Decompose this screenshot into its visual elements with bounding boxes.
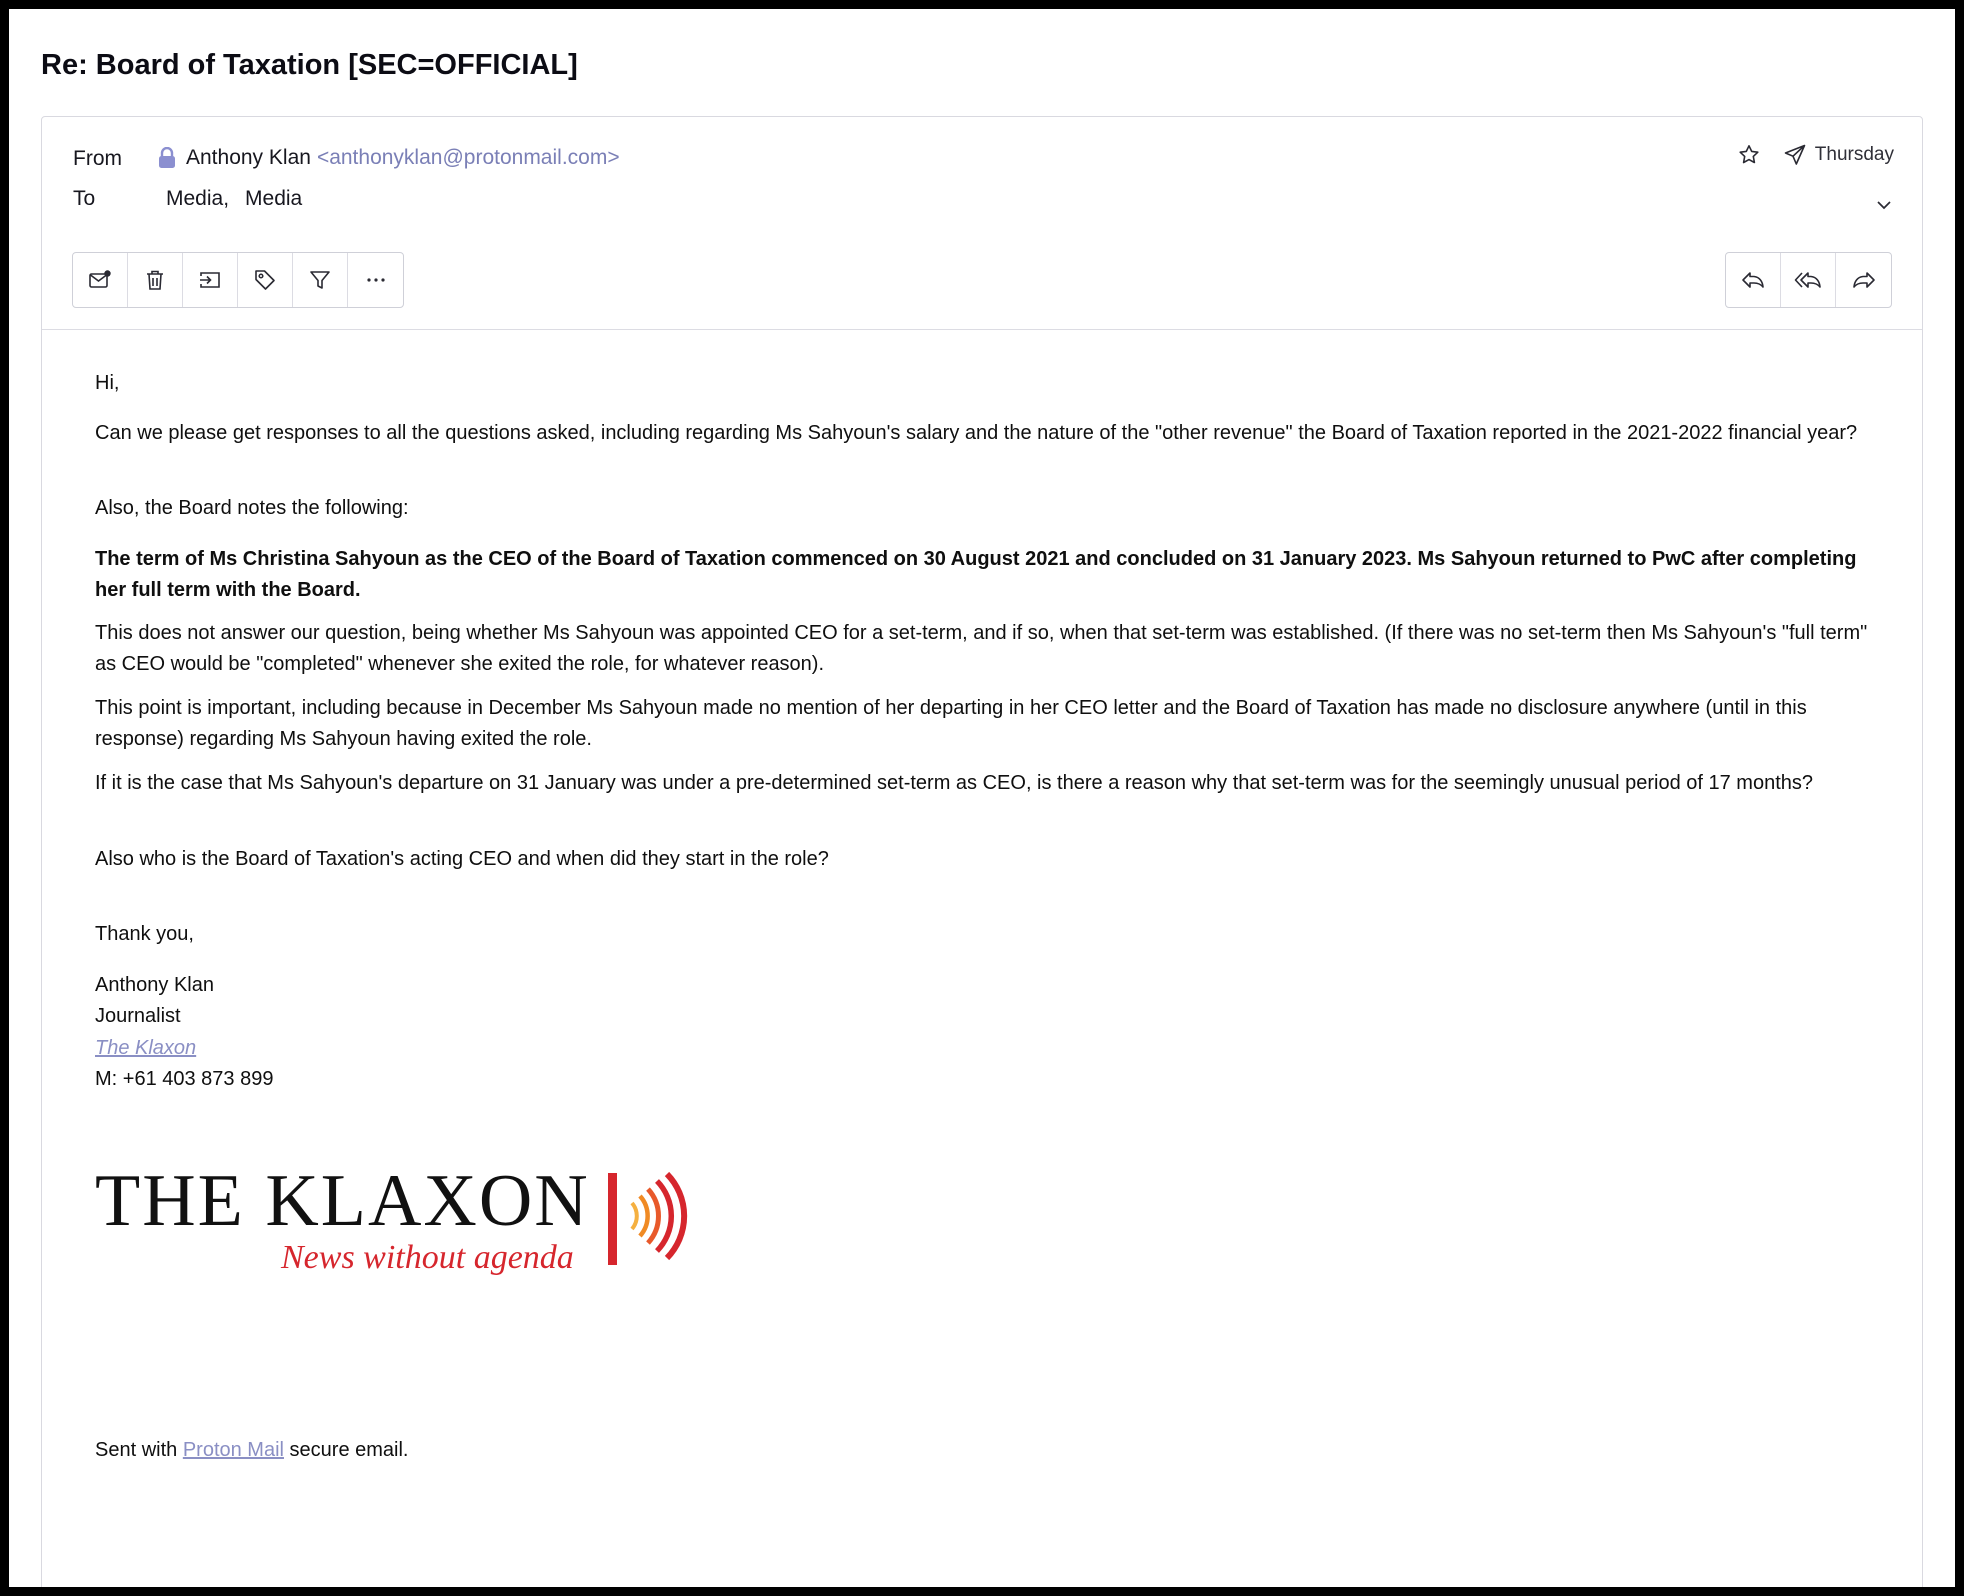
proton-footer: Sent with Proton Mail secure email. [95,1439,409,1461]
page [9,9,1955,1587]
move-button[interactable] [183,253,238,307]
sign-off: Thank you, [95,923,194,945]
trash-button[interactable] [128,253,183,307]
star-icon[interactable] [1737,143,1761,167]
signature-name: Anthony Klan [95,974,214,996]
move-icon [198,269,222,291]
recipient[interactable]: Media [245,187,303,210]
reply-toolbar [1725,252,1892,308]
paragraph: This point is important, including because in December Ms Sahyoun made no mention of her departing in her CEO letter and the Board of Taxation has made no disclosure anywhere (until in this response) regarding Ms Sahyoun having exited the role. [95,697,1807,750]
reply-all-icon [1794,268,1822,292]
paragraph: This does not answer our question, being whether Ms Sahyoun was appointed CEO for a set-term, and if so, when that set-term was established. (If there was no set-term then Ms Sahyoun's "full term" as CEO would be "completed" whenever she exited the role, for whatever reason). [95,622,1868,675]
logo-wordmark: THE KLAXON [95,1165,590,1242]
mark-unread-icon [88,269,112,291]
sent-icon [1783,143,1807,167]
message-date: Thursday [1814,144,1894,165]
action-toolbar [72,252,404,308]
greeting: Hi, [95,372,120,394]
trash-icon [144,268,166,292]
paragraph: Also who is the Board of Taxation's acting CEO and when did they start in the role? [95,848,829,870]
paragraph: If it is the case that Ms Sahyoun's departure on 31 January was under a pre-determined set-term as CEO, is there a reason why that set-term was for the seemingly unusual period of 17 months? [95,772,1814,794]
message-header [42,117,1922,330]
lock-icon [157,147,177,169]
reply-button[interactable] [1726,253,1781,307]
recipient[interactable]: Media, [166,187,230,210]
more-icon [364,268,388,292]
quoted-statement: The term of Ms Christina Sahyoun as the CEO of the Board of Taxation commenced on 30 August 2021 and concluded on 31 January 2023. Ms Sahyoun returned to PwC after completing her full term with the Board. [95,548,1857,601]
recipients [166,187,302,211]
filter-icon [308,268,332,292]
reply-icon [1740,268,1766,292]
paragraph: Can we please get responses to all the questions asked, including regarding Ms Sahyoun's salary and the nature of the "other revenue" the Board of Taxation reported in the 2021-2022 financial year? [95,422,1858,444]
paragraph: Also, the Board notes the following: [95,497,409,519]
signature-phone: M: +61 403 873 899 [95,1068,274,1090]
filter-button[interactable] [293,253,348,307]
logo-tagline: News without agenda [281,1239,574,1275]
sender[interactable] [157,146,620,170]
proton-mail-link[interactable]: Proton Mail [182,1439,284,1461]
sender-email: <anthonyklan@protonmail.com> [316,146,620,169]
email-subject: Re: Board of Taxation [SEC=OFFICIAL] [41,49,578,81]
mark-unread-button[interactable] [73,253,128,307]
klaxon-logo [95,1165,715,1275]
to-label: To [73,187,96,210]
label-button[interactable] [238,253,293,307]
forward-button[interactable] [1836,253,1891,307]
chevron-down-icon[interactable] [1874,195,1894,215]
sender-name: Anthony Klan [186,146,311,169]
more-button[interactable] [348,253,403,307]
message-meta [1737,143,1894,167]
klaxon-link[interactable]: The Klaxon [95,1037,197,1059]
message-card [41,116,1923,1587]
reply-all-button[interactable] [1781,253,1836,307]
label-icon [253,268,277,292]
from-label: From [73,147,122,170]
signature-link-line [95,1033,1875,1064]
signature-title: Journalist [95,1005,181,1027]
forward-icon [1851,268,1877,292]
